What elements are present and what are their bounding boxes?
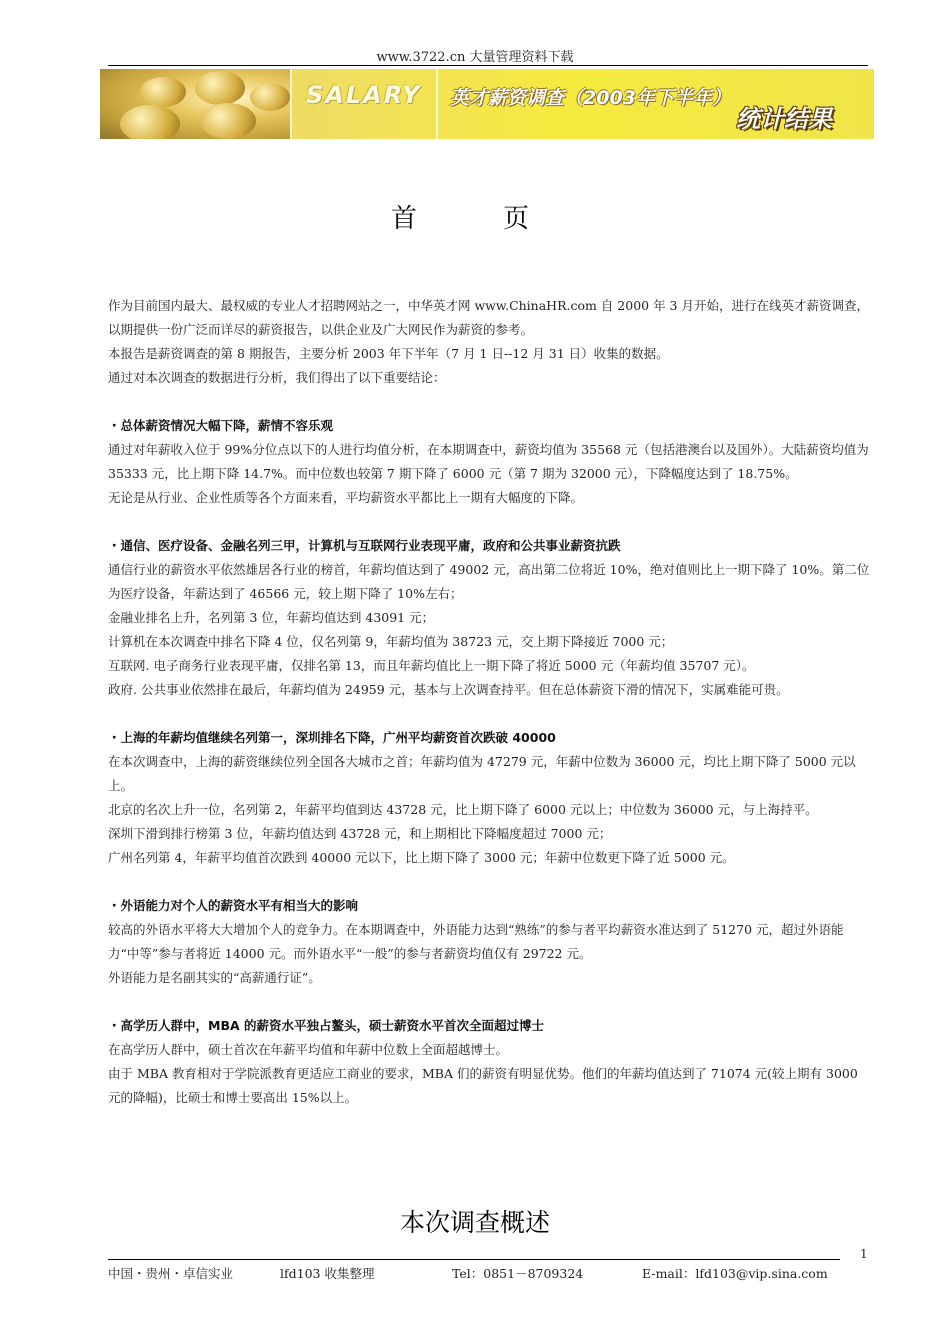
- overview-section-title: 本次调查概述: [399, 1208, 550, 1237]
- section-paragraph: 在本次调查中，上海的薪资继续位列全国各大城市之首；年薪均值为 47279 元，年薪中位数为 36000 元，均比上期下降了 5000 元以上。: [108, 754, 856, 793]
- banner-salary-label: SALARY: [306, 81, 422, 109]
- banner-separator: [290, 69, 292, 139]
- banner-result-label: 统计结果: [736, 105, 832, 133]
- header-rule: [108, 65, 868, 66]
- section-paragraph: 互联网. 电子商务行业表现平庸，仅排名第 13，而且年薪均值比上一期下降了将近 5000 元（年薪均值 35707 元）。: [108, 658, 755, 673]
- banner-survey-title: 英才薪资调查（2003年下半年）: [450, 87, 731, 109]
- footer-email: E-mail：lfd103@vip.sina.com: [642, 1266, 828, 1281]
- footer-collector: lfd103 收集整理: [280, 1266, 375, 1281]
- page-footer: [108, 1264, 828, 1282]
- section-heading: ・通信、医疗设备、金融名列三甲，计算机与互联网行业表现平庸，政府和公共事业薪资抗跌: [108, 538, 621, 553]
- section-paragraph: 通信行业的薪资水平依然雄居各行业的榜首，年薪均值达到了 49002 元，高出第二位将近 10%，绝对值则比上一期下降了 10%。第二位为医疗设备，年薪达到了 46566 元，较上期下降了 10%左右；: [108, 562, 870, 601]
- document-body: [108, 294, 870, 1110]
- section-paragraph: 深圳下滑到排行榜第 3 位，年薪均值达到 43728 元，和上期相比下降幅度超过 7000 元；: [108, 826, 612, 841]
- section-paragraph: 由于 MBA 教育相对于学院派教育更适应工商业的要求，MBA 们的薪资有明显优势。他们的年薪均值达到了 71074 元(较上期有 3000 元的降幅)，比硕士和博士要高出 15%以上。: [108, 1066, 858, 1105]
- section-paragraph: 计算机在本次调查中排名下降 4 位，仅名列第 9，年薪均值为 38723 元，交上期下降接近 7000 元；: [108, 634, 674, 649]
- coins-image: [100, 69, 290, 139]
- page-title: 首 页: [390, 204, 559, 234]
- section-heading: ・外语能力对个人的薪资水平有相当大的影响: [108, 898, 359, 913]
- header-url-line: www.3722.cn 大量管理资料下载: [376, 50, 574, 65]
- intro-paragraph: 通过对本次调查的数据进行分析，我们得出了以下重要结论：: [108, 370, 446, 385]
- section-paragraph: 北京的名次上升一位，名列第 2，年薪平均值到达 43728 元，比上期下降了 6000 元以上；中位数为 36000 元，与上海持平。: [108, 802, 818, 817]
- section-paragraph: 通过对年薪收入位于 99%分位点以下的人进行均值分析，在本期调查中，薪资均值为 35568 元（包括港澳台以及国外）。大陆薪资均值为 35333 元，比上期下降 14.7%。而中位数也较第 7 期下降了 6000 元（第 7 期为 32000 元），下降幅度达到了 18.75%。: [108, 442, 869, 481]
- section-heading: ・上海的年薪均值继续名列第一，深圳排名下降，广州平均薪资首次跌破 40000: [108, 730, 556, 745]
- intro-paragraph: 本报告是薪资调查的第 8 期报告，主要分析 2003 年下半年（7 月 1 日--12 月 31 日）收集的数据。: [108, 346, 669, 361]
- section-paragraph: 外语能力是名副其实的“高薪通行证”。: [108, 970, 321, 985]
- banner-separator: [436, 69, 438, 139]
- section-paragraph: 在高学历人群中，硕士首次在年薪平均值和年薪中位数上全面超越博士。: [108, 1042, 509, 1057]
- salary-banner: [100, 69, 874, 139]
- section-heading: ・高学历人群中，MBA 的薪资水平独占鳌头，硕士薪资水平首次全面超过博士: [108, 1018, 544, 1033]
- page-number: 1: [860, 1247, 868, 1261]
- footer-tel: Tel：0851－8709324: [452, 1266, 584, 1281]
- intro-paragraph: 作为目前国内最大、最权威的专业人才招聘网站之一，中华英才网 www.ChinaHR.com 自 2000 年 3 月开始，进行在线英才薪资调查，以期提供一份广泛而详尽的薪资报告，以供企业及广大网民作为薪资的参考。: [108, 298, 869, 337]
- section-paragraph: 金融业排名上升，名列第 3 位，年薪均值达到 43091 元；: [108, 610, 435, 625]
- section-paragraph: 广州名列第 4，年薪平均值首次跌到 40000 元以下，比上期下降了 3000 元；年薪中位数更下降了近 5000 元。: [108, 850, 735, 865]
- footer-rule: [108, 1259, 840, 1260]
- footer-company: 中国・贵州・卓信实业: [108, 1266, 234, 1281]
- section-paragraph: 较高的外语水平将大大增加个人的竞争力。在本期调查中，外语能力达到“熟练”的参与者平均薪资水准达到了 51270 元，超过外语能力“中等”参与者将近 14000 元。而外语水平“一般”的参与者薪资均值仅有 29722 元。: [108, 922, 844, 961]
- section-heading: ・总体薪资情况大幅下降，薪情不容乐观: [108, 418, 334, 433]
- section-paragraph: 政府. 公共事业依然排在最后，年薪均值为 24959 元，基本与上次调查持平。但在总体薪资下滑的情况下，实属难能可贵。: [108, 682, 789, 697]
- section-paragraph: 无论是从行业、企业性质等各个方面来看，平均薪资水平都比上一期有大幅度的下降。: [108, 490, 584, 505]
